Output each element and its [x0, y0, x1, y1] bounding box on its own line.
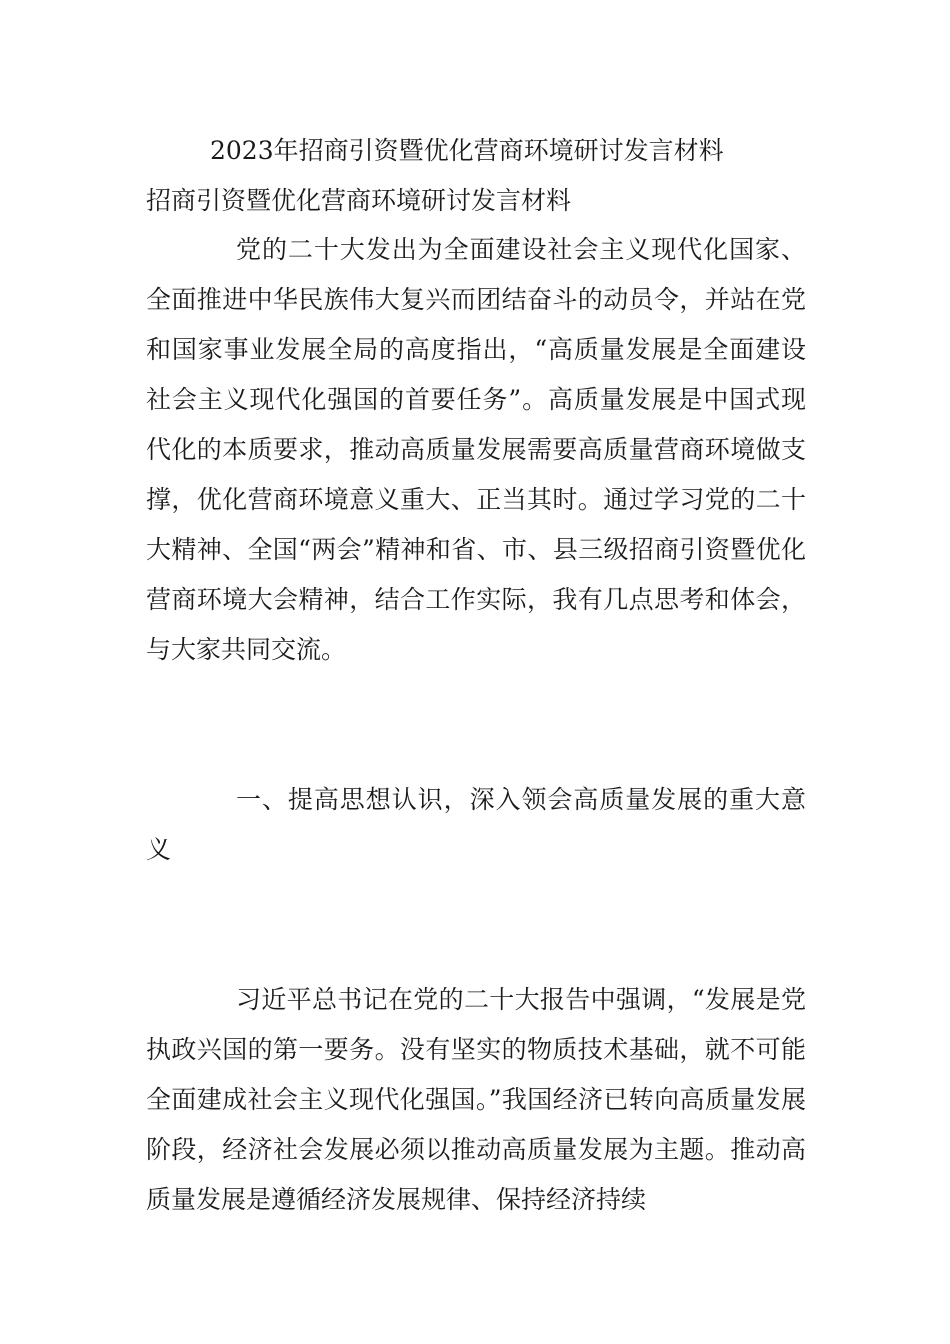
section-1-heading: 一、提高思想认识，深入领会高质量发展的重大意义 [146, 785, 806, 864]
document-title: 2023年招商引资暨优化营商环境研讨发言材料 [210, 136, 724, 165]
section-1-body: 习近平总书记在党的二十大报告中强调，“发展是党执政兴国的第一要务。没有坚实的物质技术基础，就不可能全面建成社会主义现代化强国。”我国经济已转向高质量发展阶段，经济社会发展必须以推动高质量发展为主题。推动高质量发展是遵循经济发展规律、保持经济持续 [146, 985, 806, 1214]
intro-paragraph: 党的二十大发出为全面建设社会主义现代化国家、全面推进中华民族伟大复兴而团结奋斗的动员令，并站在党和国家事业发展全局的高度指出，“高质量发展是全面建设社会主义现代化强国的首要任务”。高质量发展是中国式现代化的本质要求，推动高质量发展需要高质量营商环境做支撑，优化营商环境意义重大、正当其时。通过学习党的二十大精神、全国“两会”精神和省、市、县三级招商引资暨优化营商环境大会精神，结合工作实际，我有几点思考和体会，与大家共同交流。 [146, 235, 806, 664]
document-subtitle: 招商引资暨优化营商环境研讨发言材料 [146, 186, 572, 215]
